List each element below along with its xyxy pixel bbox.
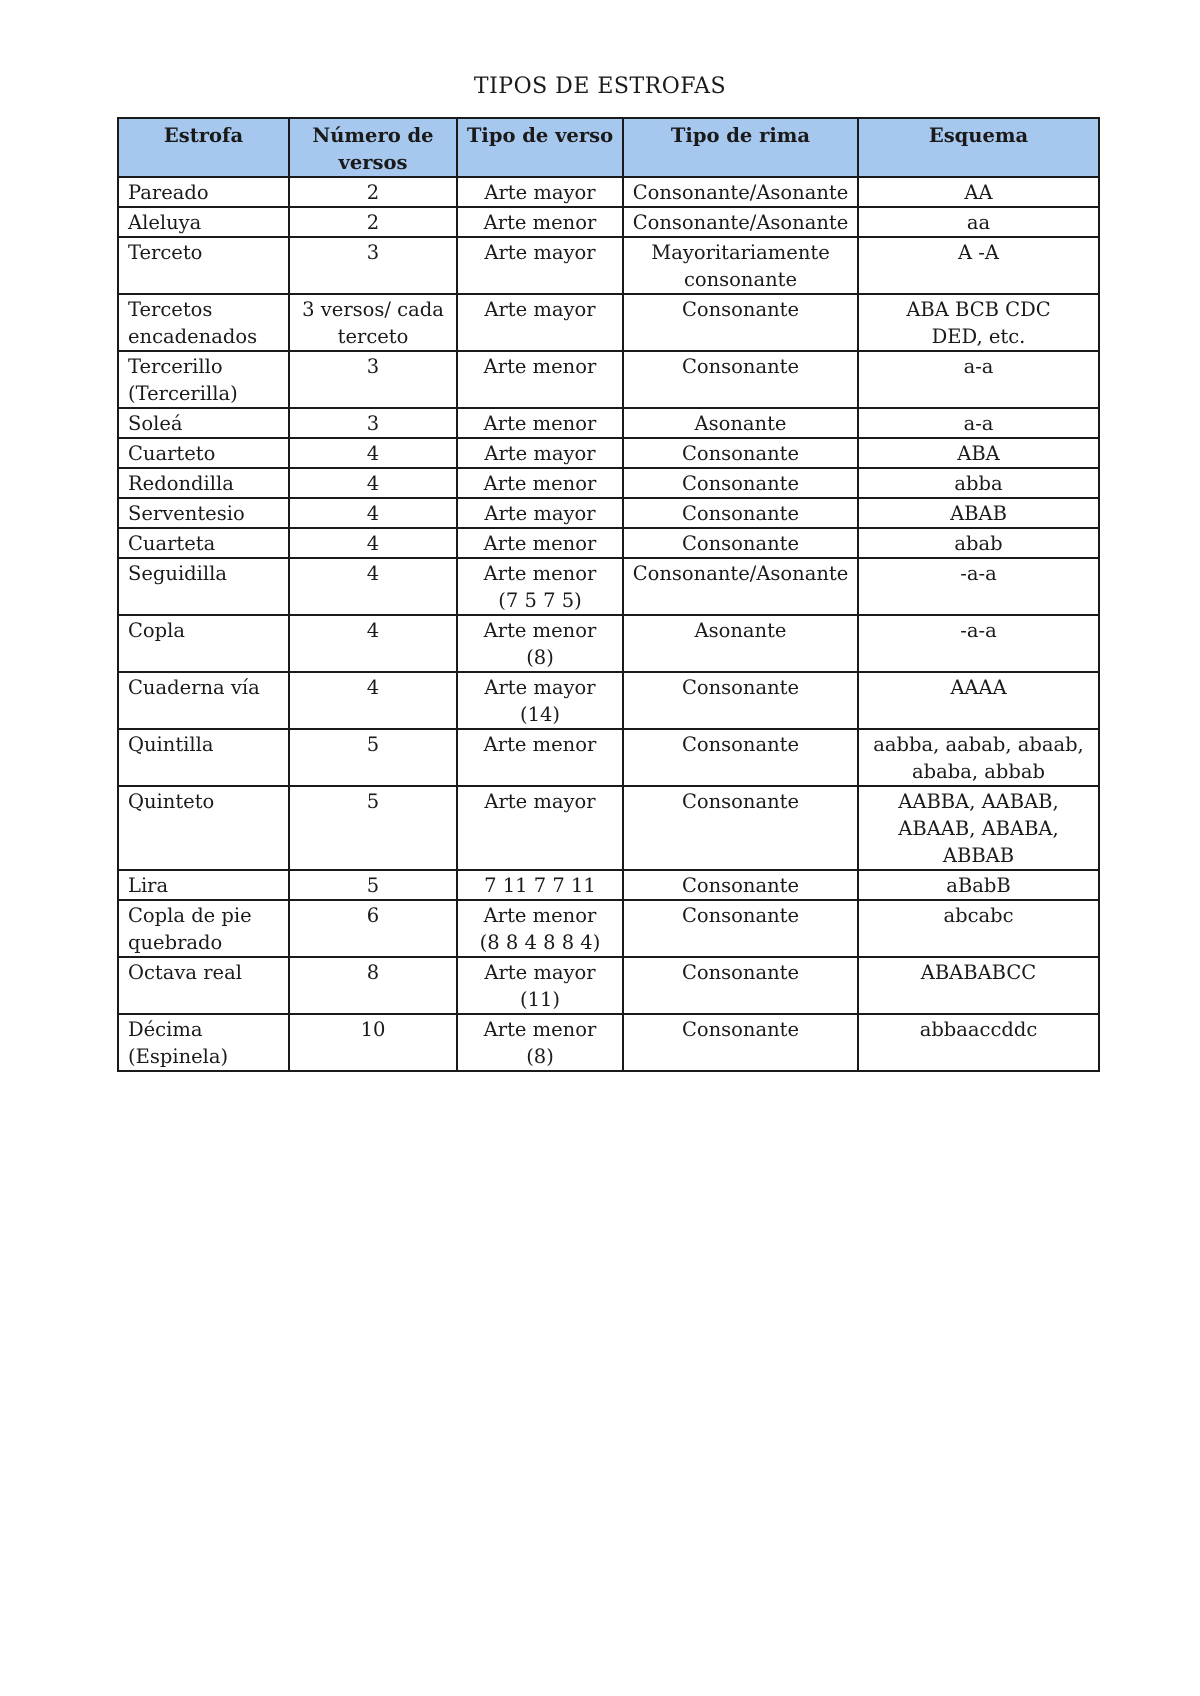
numero-versos-cell: 4 bbox=[289, 672, 457, 729]
header-tipo-verso: Tipo de verso bbox=[457, 118, 623, 177]
numero-versos-cell: 3 bbox=[289, 408, 457, 438]
tipo-verso-cell: Arte menor (8) bbox=[457, 1014, 623, 1071]
table-row bbox=[118, 957, 1099, 1014]
numero-versos-cell: 6 bbox=[289, 900, 457, 957]
tipo-rima-cell: Consonante bbox=[623, 729, 858, 786]
table-row bbox=[118, 468, 1099, 498]
estrofa-cell: Aleluya bbox=[118, 207, 289, 237]
tipo-verso-cell: Arte mayor bbox=[457, 498, 623, 528]
table-row bbox=[118, 672, 1099, 729]
numero-versos-cell: 4 bbox=[289, 615, 457, 672]
numero-versos-cell: 3 versos/ cada terceto bbox=[289, 294, 457, 351]
esquema-cell: abbaaccddc bbox=[858, 1014, 1099, 1071]
esquema-cell: ABA BCB CDC DED, etc. bbox=[858, 294, 1099, 351]
tipo-verso-cell: Arte mayor (11) bbox=[457, 957, 623, 1014]
tipo-verso-cell: Arte menor (7 5 7 5) bbox=[457, 558, 623, 615]
numero-versos-cell: 4 bbox=[289, 438, 457, 468]
tipo-rima-cell: Consonante/Asonante bbox=[623, 207, 858, 237]
table-row bbox=[118, 558, 1099, 615]
tipo-rima-cell: Mayoritariamente consonante bbox=[623, 237, 858, 294]
header-numero-versos: Número de versos bbox=[289, 118, 457, 177]
numero-versos-cell: 5 bbox=[289, 786, 457, 870]
table-row bbox=[118, 900, 1099, 957]
esquema-cell: -a-a bbox=[858, 615, 1099, 672]
numero-versos-cell: 3 bbox=[289, 237, 457, 294]
tipo-verso-cell: Arte mayor bbox=[457, 177, 623, 207]
esquema-cell: ABA bbox=[858, 438, 1099, 468]
tipo-verso-cell: Arte mayor bbox=[457, 438, 623, 468]
esquema-cell: aa bbox=[858, 207, 1099, 237]
header-esquema: Esquema bbox=[858, 118, 1099, 177]
esquema-cell: AA bbox=[858, 177, 1099, 207]
numero-versos-cell: 2 bbox=[289, 207, 457, 237]
esquema-cell: a-a bbox=[858, 408, 1099, 438]
table-row bbox=[118, 1014, 1099, 1071]
tipo-rima-cell: Consonante bbox=[623, 672, 858, 729]
tipo-verso-cell: Arte menor bbox=[457, 408, 623, 438]
table-row bbox=[118, 615, 1099, 672]
tipo-verso-cell: Arte menor bbox=[457, 351, 623, 408]
tipo-rima-cell: Consonante bbox=[623, 438, 858, 468]
esquema-cell: AABBA, AABAB, ABAAB, ABABA, ABBAB bbox=[858, 786, 1099, 870]
tipo-rima-cell: Asonante bbox=[623, 408, 858, 438]
numero-versos-cell: 4 bbox=[289, 468, 457, 498]
tipo-verso-cell: Arte mayor (14) bbox=[457, 672, 623, 729]
tipo-rima-cell: Consonante bbox=[623, 900, 858, 957]
tipo-verso-cell: Arte mayor bbox=[457, 294, 623, 351]
table-row bbox=[118, 786, 1099, 870]
tipo-verso-cell: Arte mayor bbox=[457, 237, 623, 294]
table-row bbox=[118, 294, 1099, 351]
esquema-cell: aBabB bbox=[858, 870, 1099, 900]
esquema-cell: aabba, aabab, abaab, ababa, abbab bbox=[858, 729, 1099, 786]
numero-versos-cell: 10 bbox=[289, 1014, 457, 1071]
tipo-rima-cell: Consonante bbox=[623, 786, 858, 870]
numero-versos-cell: 4 bbox=[289, 558, 457, 615]
numero-versos-cell: 4 bbox=[289, 498, 457, 528]
esquema-cell: A -A bbox=[858, 237, 1099, 294]
tipo-rima-cell: Consonante bbox=[623, 468, 858, 498]
numero-versos-cell: 4 bbox=[289, 528, 457, 558]
estrofa-cell: Décima (Espinela) bbox=[118, 1014, 289, 1071]
table-row bbox=[118, 207, 1099, 237]
tipo-verso-cell: Arte menor bbox=[457, 528, 623, 558]
tipo-verso-cell: Arte menor bbox=[457, 207, 623, 237]
tipo-rima-cell: Consonante/Asonante bbox=[623, 177, 858, 207]
estrofa-cell: Pareado bbox=[118, 177, 289, 207]
table-row bbox=[118, 438, 1099, 468]
estrofa-cell: Cuarteta bbox=[118, 528, 289, 558]
estrofa-cell: Lira bbox=[118, 870, 289, 900]
tipo-verso-cell: 7 11 7 7 11 bbox=[457, 870, 623, 900]
header-estrofa: Estrofa bbox=[118, 118, 289, 177]
table-row bbox=[118, 528, 1099, 558]
estrofa-cell: Tercerillo (Tercerilla) bbox=[118, 351, 289, 408]
tipo-rima-cell: Consonante bbox=[623, 528, 858, 558]
numero-versos-cell: 3 bbox=[289, 351, 457, 408]
tipo-rima-cell: Consonante/Asonante bbox=[623, 558, 858, 615]
header-tipo-rima: Tipo de rima bbox=[623, 118, 858, 177]
tipo-rima-cell: Consonante bbox=[623, 351, 858, 408]
numero-versos-cell: 5 bbox=[289, 870, 457, 900]
tipo-verso-cell: Arte menor (8 8 4 8 8 4) bbox=[457, 900, 623, 957]
tipo-verso-cell: Arte menor bbox=[457, 729, 623, 786]
esquema-cell: abcabc bbox=[858, 900, 1099, 957]
tipo-rima-cell: Consonante bbox=[623, 498, 858, 528]
tipo-rima-cell: Consonante bbox=[623, 1014, 858, 1071]
estrofa-cell: Copla de pie quebrado bbox=[118, 900, 289, 957]
estrofa-cell: Cuaderna vía bbox=[118, 672, 289, 729]
estrofa-cell: Tercetos encadenados bbox=[118, 294, 289, 351]
esquema-cell: AAAA bbox=[858, 672, 1099, 729]
numero-versos-cell: 2 bbox=[289, 177, 457, 207]
tipo-rima-cell: Consonante bbox=[623, 870, 858, 900]
numero-versos-cell: 8 bbox=[289, 957, 457, 1014]
esquema-cell: a-a bbox=[858, 351, 1099, 408]
table-row bbox=[118, 729, 1099, 786]
esquema-cell: abab bbox=[858, 528, 1099, 558]
table-row bbox=[118, 408, 1099, 438]
table-row bbox=[118, 237, 1099, 294]
tipo-verso-cell: Arte mayor bbox=[457, 786, 623, 870]
tipo-verso-cell: Arte menor bbox=[457, 468, 623, 498]
esquema-cell: -a-a bbox=[858, 558, 1099, 615]
tipo-rima-cell: Consonante bbox=[623, 957, 858, 1014]
page-title: TIPOS DE ESTROFAS bbox=[473, 74, 727, 99]
estrofa-cell: Redondilla bbox=[118, 468, 289, 498]
table-row bbox=[118, 870, 1099, 900]
tipo-rima-cell: Consonante bbox=[623, 294, 858, 351]
estrofa-cell: Cuarteto bbox=[118, 438, 289, 468]
estrofa-cell: Soleá bbox=[118, 408, 289, 438]
table-header-row bbox=[118, 118, 1099, 177]
strophes-table bbox=[117, 117, 1100, 1072]
numero-versos-cell: 5 bbox=[289, 729, 457, 786]
estrofa-cell: Seguidilla bbox=[118, 558, 289, 615]
estrofa-cell: Terceto bbox=[118, 237, 289, 294]
estrofa-cell: Quinteto bbox=[118, 786, 289, 870]
table-row bbox=[118, 177, 1099, 207]
estrofa-cell: Serventesio bbox=[118, 498, 289, 528]
table-row bbox=[118, 498, 1099, 528]
esquema-cell: ABABABCC bbox=[858, 957, 1099, 1014]
estrofa-cell: Copla bbox=[118, 615, 289, 672]
estrofa-cell: Octava real bbox=[118, 957, 289, 1014]
tipo-verso-cell: Arte menor (8) bbox=[457, 615, 623, 672]
esquema-cell: ABAB bbox=[858, 498, 1099, 528]
tipo-rima-cell: Asonante bbox=[623, 615, 858, 672]
esquema-cell: abba bbox=[858, 468, 1099, 498]
estrofa-cell: Quintilla bbox=[118, 729, 289, 786]
table-row bbox=[118, 351, 1099, 408]
